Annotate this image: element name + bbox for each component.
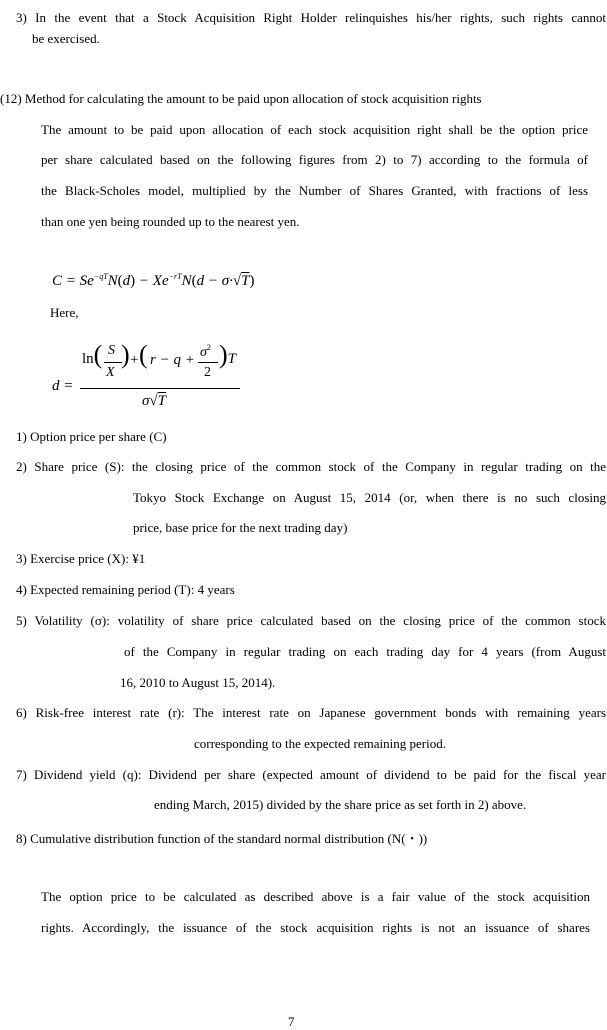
section-12-heading: (12) Method for calculating the amount to be paid upon allocation of stock acquisition rights [0,91,482,106]
list-item-2-line-2: Tokyo Stock Exchange on August 15, 2014 (or, when there is no such closing [133,490,606,505]
list-item-8: 8) Cumulative distribution function of the standard normal distribution (N(・)) [16,831,428,846]
paragraph-line-3: the Black-Scholes model, multiplied by the Number of Shares Granted, with fractions of less [41,183,588,198]
paragraph-line-2: per share calculated based on the following figures from 2) to 7) according to the formula of [41,152,588,167]
list-item-6-line-1: 6) Risk-free interest rate (r): The interest rate on Japanese government bonds with remaining years [16,705,606,720]
list-item-5-line-2: of the Company in regular trading on each trading day for 4 years (from August [124,644,606,659]
list-item-5-line-3: 16, 2010 to August 15, 2014). [120,675,276,690]
page-number: 7 [288,1014,295,1029]
closing-line-1: The option price to be calculated as described above is a fair value of the stock acquisition [41,889,590,904]
list-item-7-line-2: ending March, 2015) divided by the share price as set forth in 2) above. [154,797,527,812]
closing-line-2: rights. Accordingly, the issuance of the stock acquisition rights is not an issuance of shares [41,920,590,935]
list-item-2-line-1: 2) Share price (S): the closing price of the common stock of the Company in regular trading on the [16,459,606,474]
list-item-4: 4) Expected remaining period (T): 4 years [16,582,235,597]
list-item-5-line-1: 5) Volatility (σ): volatility of share price calculated based on the closing price of the common stock [16,613,606,628]
here-label: Here, [50,305,79,320]
list-item-7-line-1: 7) Dividend yield (q): Dividend per share (expected amount of dividend to be paid for the fiscal year [16,767,606,782]
item-3-line-2: be exercised. [32,31,100,46]
item-3-line-1: 3) In the event that a Stock Acquisition Right Holder relinquishes his/her rights, such rights cannot [16,10,606,25]
list-item-3: 3) Exercise price (X): ¥1 [16,551,146,566]
list-item-6-line-2: corresponding to the expected remaining period. [194,736,446,751]
paragraph-line-1: The amount to be paid upon allocation of each stock acquisition right shall be the option price [41,122,588,137]
list-item-1: 1) Option price per share (C) [16,429,167,444]
list-item-2-line-3: price, base price for the next trading day) [133,520,348,535]
paragraph-line-4: than one yen being rounded up to the nearest yen. [41,214,300,229]
black-scholes-formula: $C = Se^{-qT}N(d) - Xe^{-rT}N(d - \sigma\cdot√T)$ [52,272,255,289]
